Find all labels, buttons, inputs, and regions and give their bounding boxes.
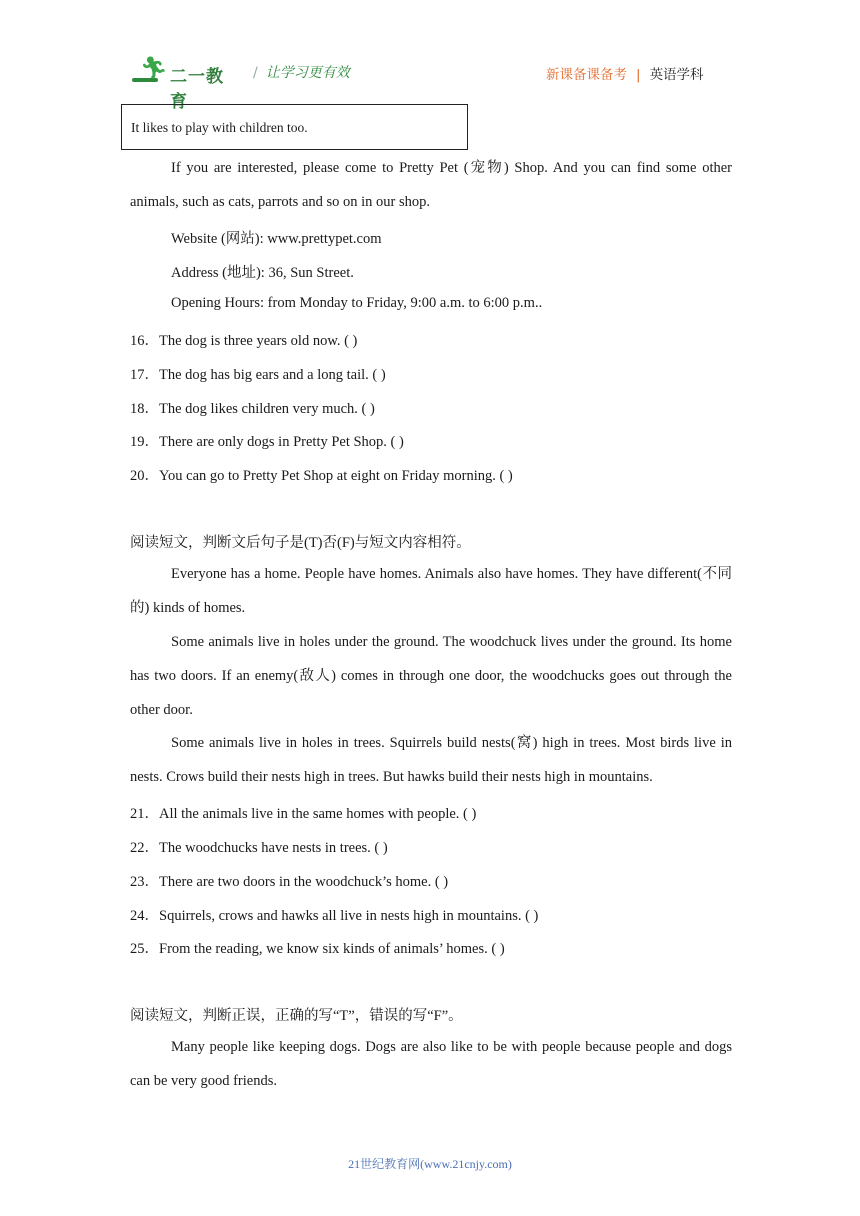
question-24: 24．Squirrels, crows and hawks all live in nests high in mountains. ( ) — [130, 908, 539, 924]
slogan-text: 让学习更有效 — [265, 65, 350, 81]
logo-text: 二一教育 — [170, 67, 224, 112]
text-box-content: It likes to play with children too. — [131, 120, 308, 135]
footer: 21世纪教育网(www.21cnjy.com) — [348, 1157, 512, 1171]
section3-paragraph-1: Many people like keeping dogs. Dogs are also like to be with people because people and dogs can be very good friends. — [130, 1039, 732, 1089]
slogan — [253, 62, 350, 82]
question-21: 21．All the animals live in the same homes with people. ( ) — [130, 806, 477, 822]
header-subject — [546, 63, 704, 83]
question-23: 23．There are two doors in the woodchuck’s home. ( ) — [130, 874, 449, 890]
text-box — [121, 104, 468, 150]
section2-paragraph-3: Some animals live in holes in trees. Squirrels build nests(窝) high in trees. Most birds live in nests. Crows build their nests high in trees. But hawks build their nests high in mountains. — [130, 735, 732, 785]
section2-instruction: 阅读短文，判断文后句子是(T)否(F)与短文内容相符。 — [130, 535, 471, 551]
question-16: 16．The dog is three years old now. ( ) — [130, 333, 358, 349]
question-18: 18．The dog likes children very much. ( ) — [130, 401, 375, 417]
logo — [132, 56, 240, 112]
section2-paragraph-1: Everyone has a home. People have homes. Animals also have homes. They have different(不同的) kinds of homes. — [130, 566, 732, 616]
header-label-course: 新课备课备考 — [546, 67, 627, 83]
question-22: 22．The woodchucks have nests in trees. ( ) — [130, 840, 388, 856]
header-separator: | — [636, 67, 641, 83]
header-label-subject: 英语学科 — [649, 67, 704, 83]
question-25: 25．From the reading, we know six kinds of animals’ homes. ( ) — [130, 941, 505, 957]
question-17: 17．The dog has big ears and a long tail. ( ) — [130, 367, 386, 383]
passage1-address: Address (地址): 36, Sun Street. — [171, 265, 354, 281]
runner-icon: 🏃︎ — [140, 56, 168, 81]
question-19: 19．There are only dogs in Pretty Pet Shop. ( ) — [130, 434, 404, 450]
passage1-hours: Opening Hours: from Monday to Friday, 9:00 a.m. to 6:00 p.m.. — [171, 295, 543, 311]
question-20: 20．You can go to Pretty Pet Shop at eight on Friday morning. ( ) — [130, 468, 513, 484]
slash-divider: / — [253, 65, 258, 81]
passage1-paragraph: If you are interested, please come to Pretty Pet (宠物) Shop. And you can find some other animals, such as cats, parrots and so on in our shop. — [130, 160, 732, 210]
passage1-website: Website (网站): www.prettypet.com — [171, 231, 382, 247]
section2-paragraph-2: Some animals live in holes under the ground. The woodchuck lives under the ground. Its home has two doors. If an enemy(敌人) comes in through one door, the woodchucks goes out through the other door. — [130, 634, 732, 718]
section3-instruction: 阅读短文，判断正误，正确的写“T”，错误的写“F”。 — [130, 1008, 463, 1024]
